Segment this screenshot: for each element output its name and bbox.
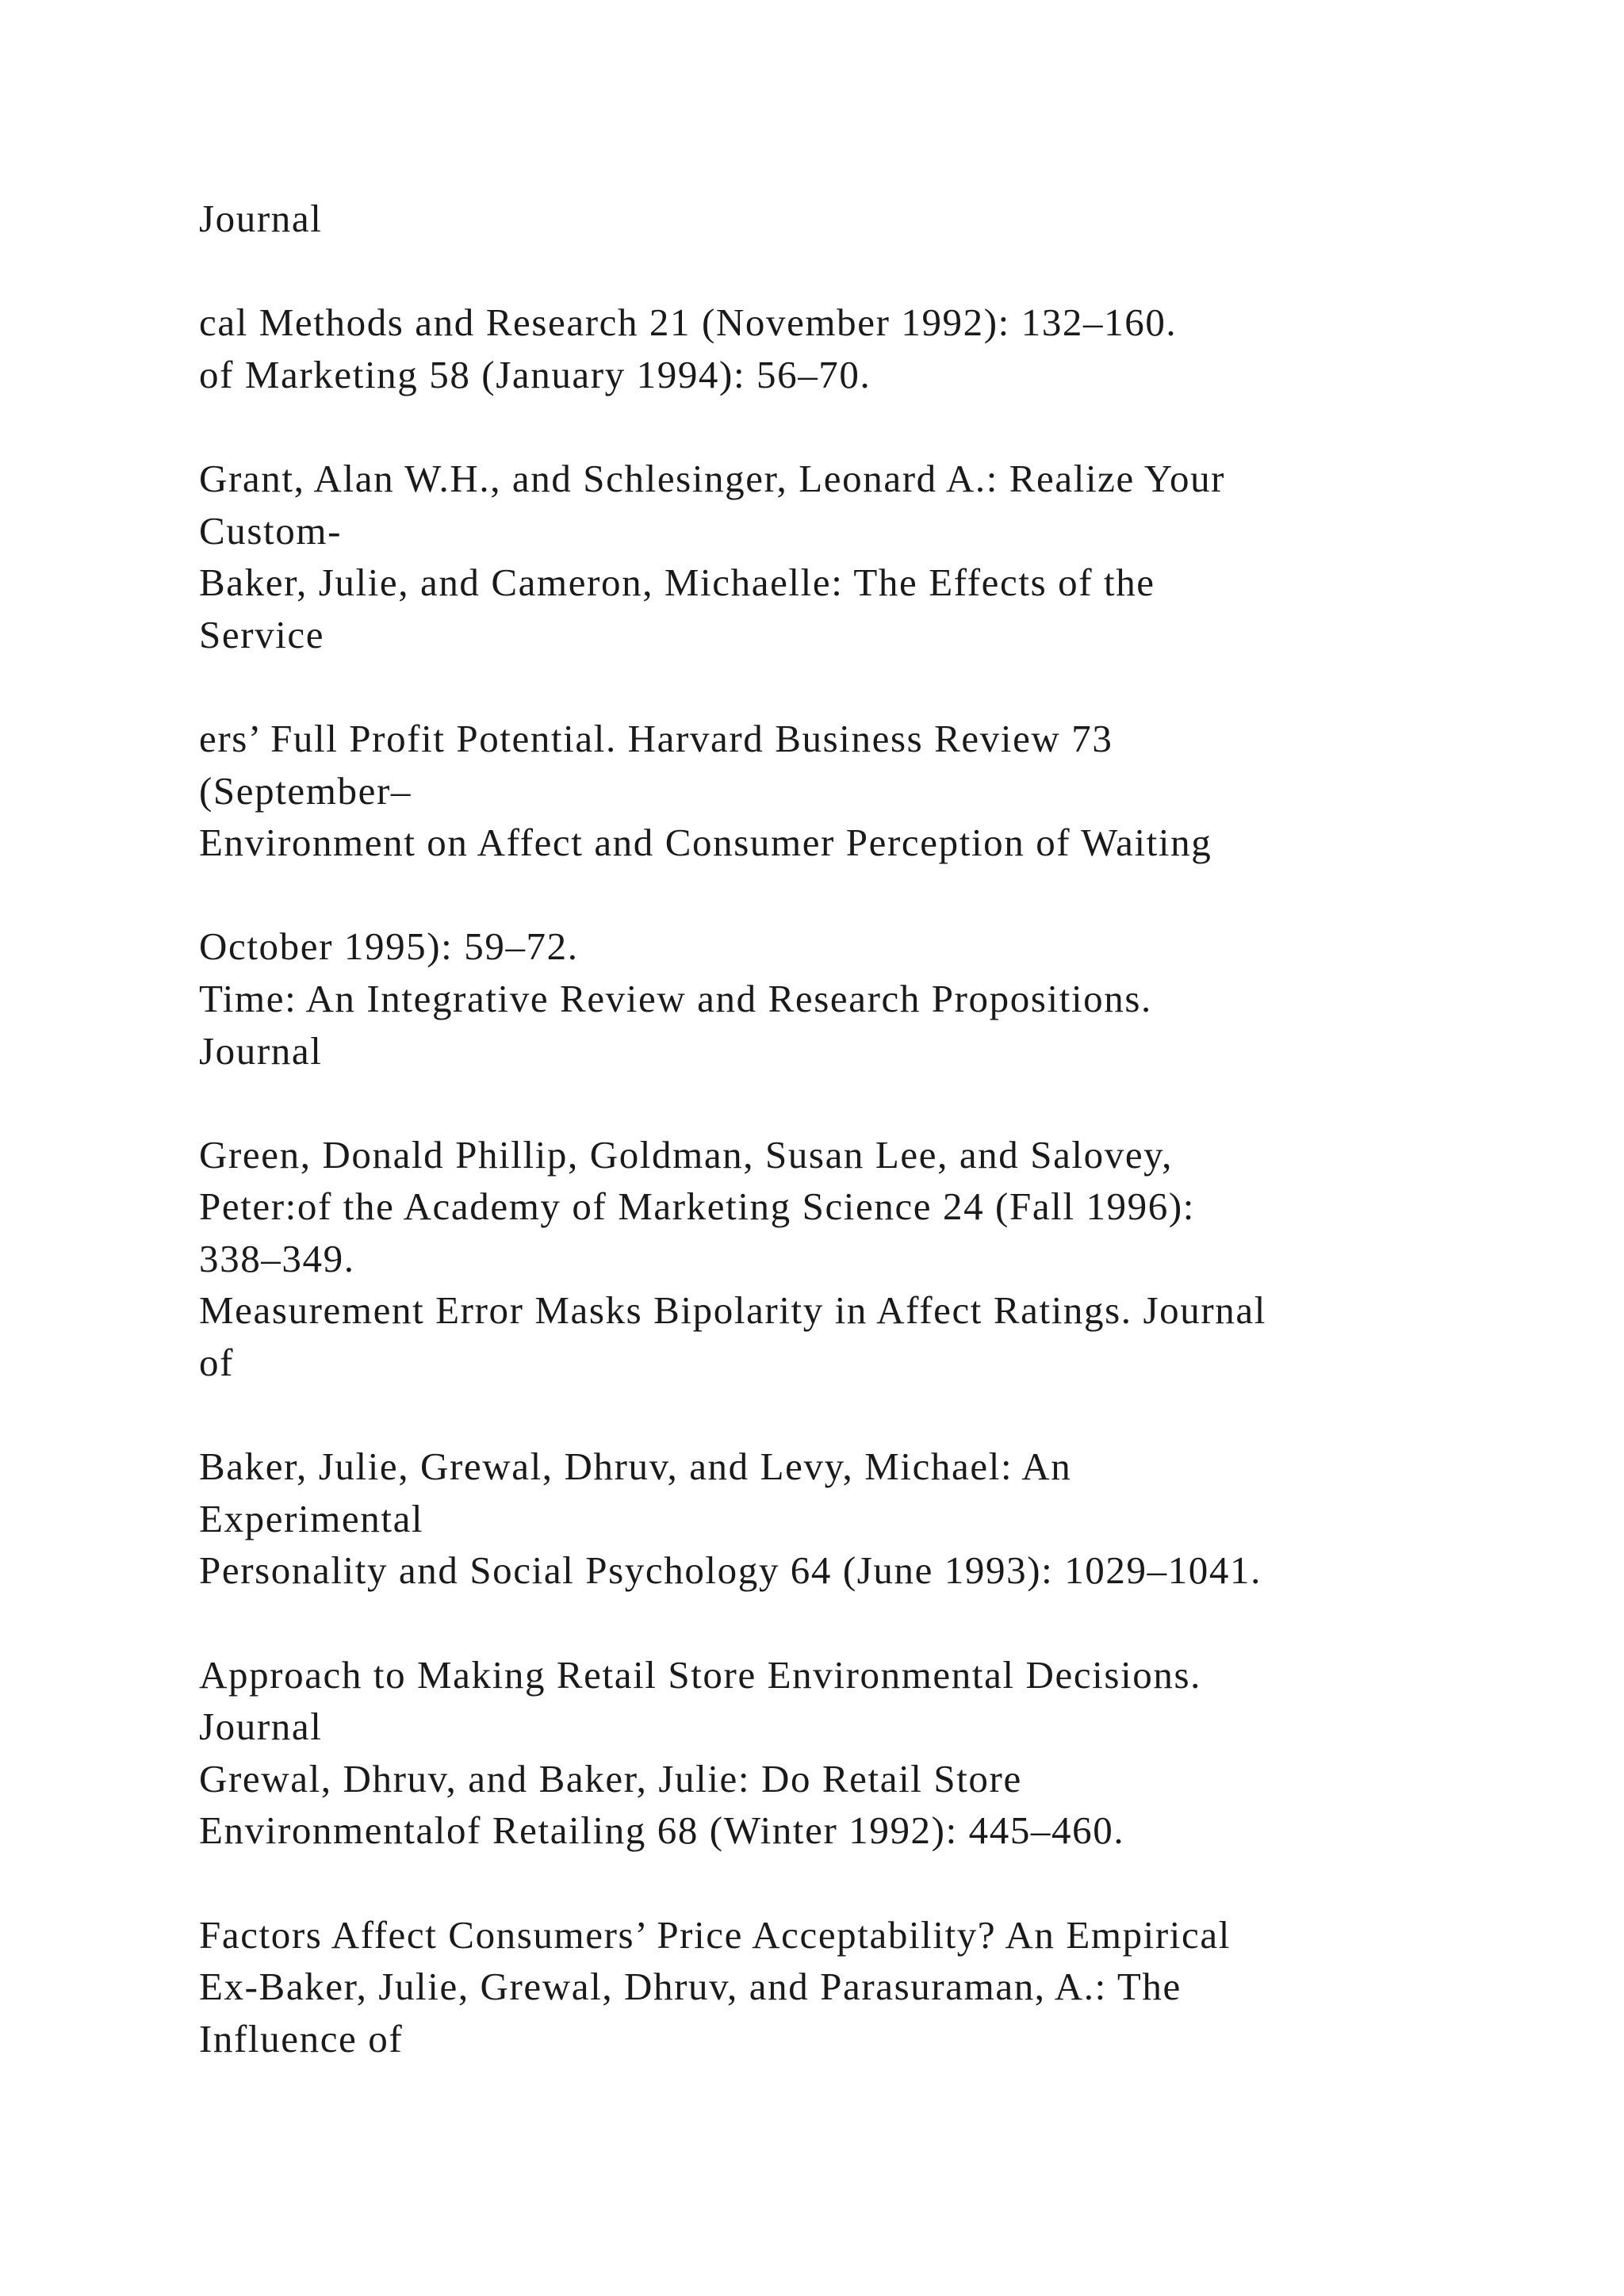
text-line: October 1995): 59–72. — [199, 924, 579, 969]
reference-text-block — [199, 193, 1468, 2064]
blank-line — [199, 400, 1468, 453]
text-line: of — [199, 1341, 235, 1385]
text-line: Ex-Baker, Julie, Grewal, Dhruv, and Parasuraman, A.: The — [199, 1965, 1182, 2009]
text-line: Experimental — [199, 1496, 424, 1540]
blank-line — [199, 660, 1468, 713]
text-line: Journal — [199, 197, 323, 240]
text-line: Time: An Integrative Review and Research Propositions. — [199, 976, 1152, 1020]
text-line: Grant, Alan W.H., and Schlesinger, Leonard A.: Realize Your — [199, 456, 1226, 500]
text-line: Service — [199, 612, 325, 656]
text-line: (September– — [199, 768, 412, 813]
blank-line — [199, 1077, 1468, 1129]
text-line: Journal — [199, 1028, 323, 1073]
text-line: ers’ Full Profit Potential. Harvard Business Review 73 — [199, 716, 1113, 760]
blank-line — [199, 1389, 1468, 1441]
text-line: Green, Donald Phillip, Goldman, Susan Lee, and Salovey, — [199, 1132, 1173, 1177]
text-line: Grewal, Dhruv, and Baker, Julie: Do Retail Store — [199, 1756, 1022, 1800]
text-line: Approach to Making Retail Store Environmental Decisions. — [199, 1652, 1201, 1697]
text-line: 338–349. — [199, 1236, 355, 1280]
blank-line — [199, 869, 1468, 921]
blank-line — [199, 245, 1468, 297]
text-line: Environmentalof Retailing 68 (Winter 1992): 445–460. — [199, 1808, 1125, 1853]
text-line: Journal — [199, 1705, 323, 1749]
text-line: of Marketing 58 (January 1994): 56–70. — [199, 352, 871, 396]
text-line: Factors Affect Consumers’ Price Acceptability? An Empirical — [199, 1912, 1231, 1957]
text-line: Measurement Error Masks Bipolarity in Affect Ratings. Journal — [199, 1288, 1266, 1333]
text-line: Influence of — [199, 2016, 404, 2061]
text-line: Peter:of the Academy of Marketing Science 24 (Fall 1996): — [199, 1184, 1195, 1229]
text-line: Baker, Julie, and Cameron, Michaelle: The Effects of the — [199, 561, 1155, 605]
blank-line — [199, 1857, 1468, 1909]
text-line: Environment on Affect and Consumer Perception of Waiting — [199, 821, 1212, 865]
text-line: Personality and Social Psychology 64 (June 1993): 1029–1041. — [199, 1548, 1262, 1593]
text-line: Baker, Julie, Grewal, Dhruv, and Levy, Michael: An — [199, 1445, 1072, 1489]
text-line: Custom- — [199, 508, 342, 553]
text-line: cal Methods and Research 21 (November 1992): 132–160. — [199, 300, 1178, 345]
blank-line — [199, 1597, 1468, 1649]
